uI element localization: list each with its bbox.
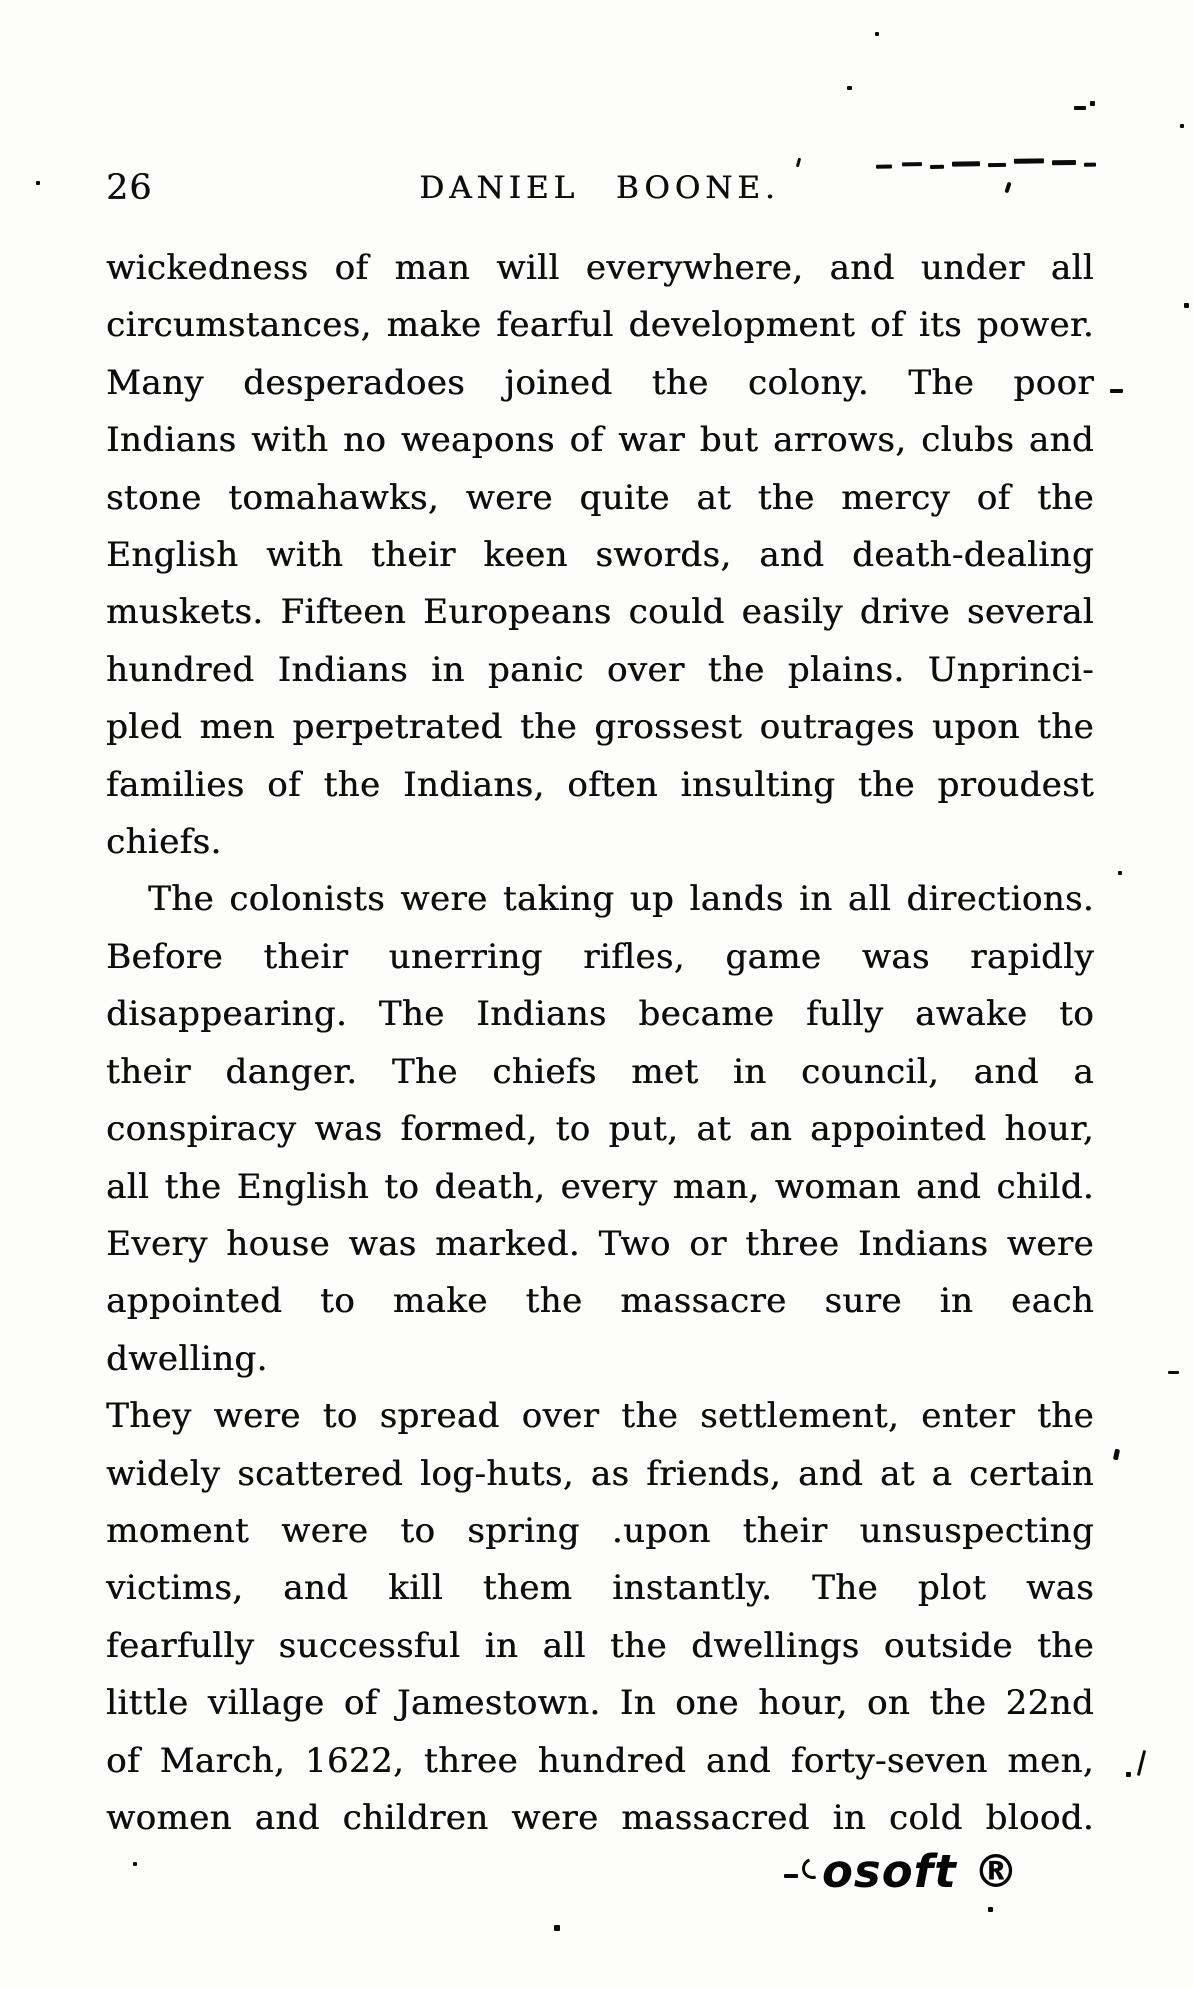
text-line: Indians with no weapons of war but arrows, clubs and	[106, 420, 1094, 461]
text-line: The colonists were taking up lands in all directions.	[148, 879, 1094, 920]
scan-speck	[1184, 303, 1189, 308]
scan-speck	[1074, 106, 1086, 110]
text-line: circumstances, make fearful development of its power.	[106, 305, 1094, 346]
text-line: fearfully successful in all the dwellings outside the	[106, 1625, 1094, 1666]
body-text	[106, 240, 1094, 1847]
text-line: all the English to death, every man, woman and child.	[106, 1166, 1094, 1207]
watermark-text: osoft ®	[822, 1845, 1020, 1898]
scan-speck	[875, 32, 879, 36]
text-line: stone tomahawks, were quite at the mercy of the	[106, 477, 1094, 518]
scan-speck	[1118, 871, 1122, 875]
text-line: widely scattered log-huts, as friends, and at a certain	[106, 1453, 1094, 1494]
scan-speck	[847, 86, 852, 90]
text-line: muskets. Fifteen Europeans could easily drive several	[106, 592, 1094, 633]
scan-speck	[554, 1925, 560, 1931]
text-line: of March, 1622, three hundred and forty-seven men,	[106, 1740, 1094, 1781]
text-line: appointed to make the massacre sure in each dwelling.	[106, 1281, 1094, 1379]
scan-speck	[1168, 1371, 1179, 1374]
text-line: victims, and kill them instantly. The plot was	[106, 1568, 1094, 1609]
text-line: moment were to spring .upon their unsuspecting	[106, 1510, 1094, 1551]
scan-speck	[988, 1907, 993, 1912]
text-line: Before their unerring rifles, game was rapidly	[106, 936, 1094, 977]
text-line: families of the Indians, often insulting the proudest	[106, 764, 1094, 805]
text-line: pled men perpetrated the grossest outrages upon the	[106, 707, 1094, 748]
scan-speck	[1113, 1449, 1120, 1461]
scan-speck	[1126, 1772, 1131, 1777]
scan-speck	[1137, 1750, 1146, 1776]
running-title: DANIEL BOONE.	[419, 170, 780, 206]
scan-speck	[1110, 389, 1123, 393]
page-header	[106, 166, 1093, 210]
scan-speck	[133, 1862, 137, 1866]
text-line: hundred Indians in panic over the plains. Unprinci-	[106, 649, 1094, 690]
text-line: women and children were massacred in cold blood.	[106, 1797, 1094, 1838]
text-line: chiefs.	[106, 822, 222, 863]
scan-speck	[1090, 101, 1095, 106]
text-line: disappearing. The Indians became fully awake to	[106, 994, 1094, 1035]
text-line: wickedness of man will everywhere, and under all	[106, 248, 1094, 288]
text-line: conspiracy was formed, to put, at an appointed hour,	[106, 1109, 1094, 1150]
text-line: English with their keen swords, and death-dealing	[106, 535, 1094, 576]
scan-speck	[1180, 124, 1184, 128]
text-line: little village of Jamestown. In one hour, on the 22nd	[106, 1683, 1094, 1724]
scan-speck	[36, 181, 40, 185]
text-line: Many desperadoes joined the colony. The poor	[106, 362, 1094, 403]
page-number: 26	[106, 168, 153, 208]
text-line: their danger. The chiefs met in council, and a	[106, 1051, 1094, 1092]
text-line: Every house was marked. Two or three Indians were	[106, 1223, 1094, 1264]
text-line: They were to spread over the settlement, enter the	[106, 1396, 1094, 1437]
scan-speck	[784, 1874, 798, 1878]
